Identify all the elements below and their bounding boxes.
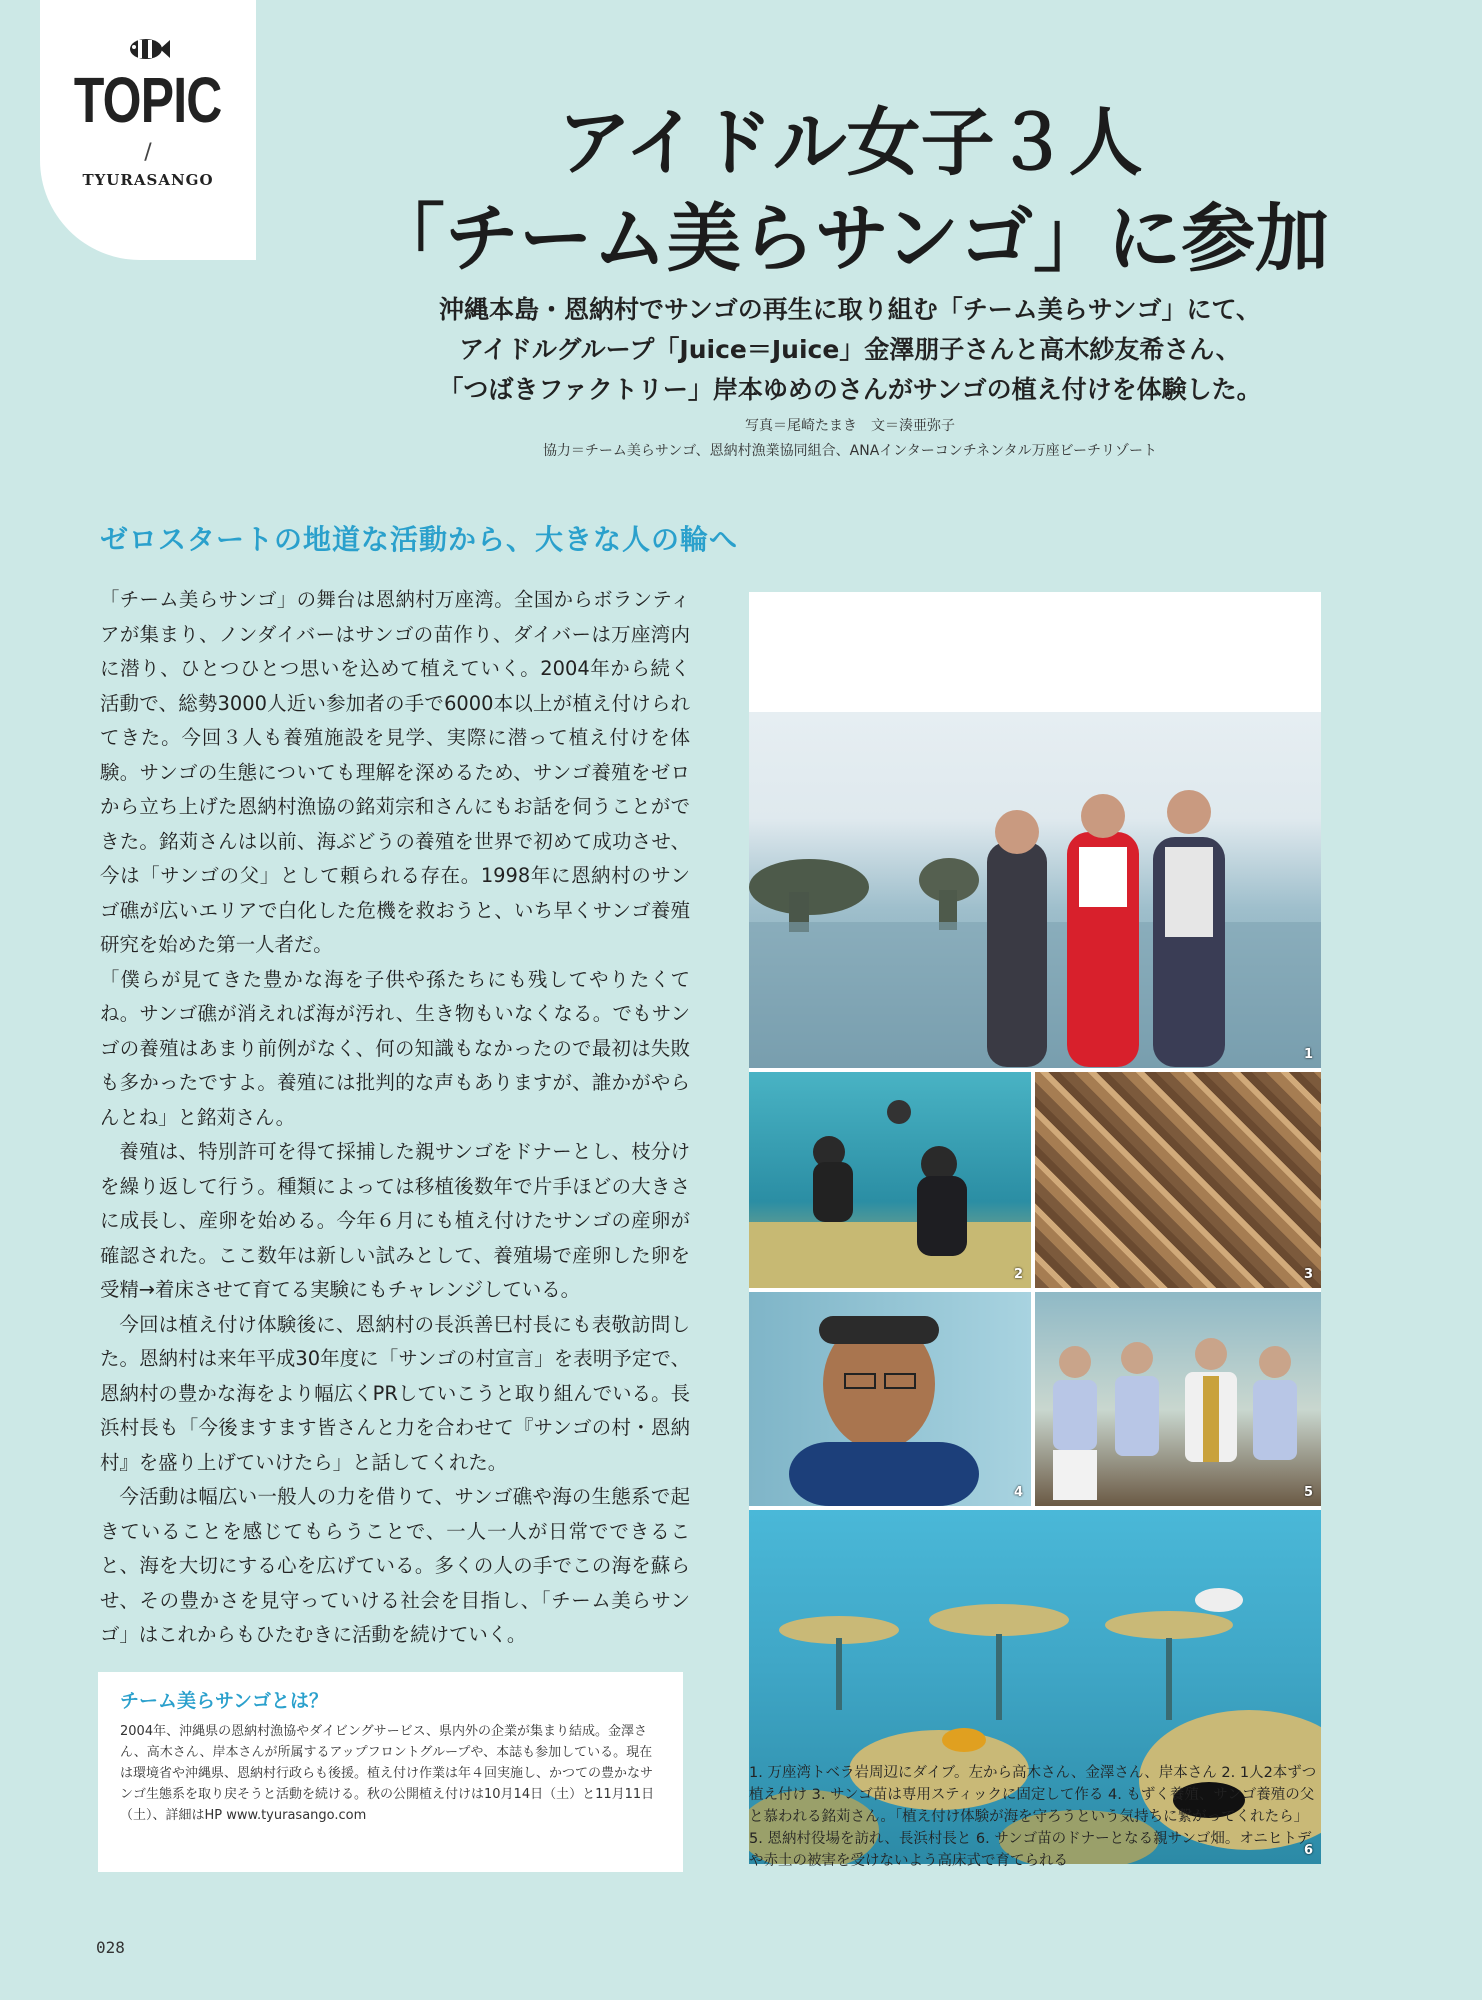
photo-underwater-divers — [749, 1072, 1031, 1288]
topic-tab — [40, 0, 256, 260]
lead-line: 「つばきファクトリー」岸本ゆめのさんがサンゴの植え付けを体験した。 — [438, 375, 1262, 404]
fish-icon — [124, 36, 172, 62]
body-paragraph: 「チーム美らサンゴ」の舞台は恩納村万座湾。全国からボランティアが集まり、ノンダイバーはサンゴの苗作り、ダイバーは万座湾内に潜り、ひとつひとつ思いを込めて植えていく。2004年から続く活動で、総勢3000人近い参加者の手で6000本以上が植え付けられてきた。今回３人も養殖施設を見学、実際に潜って植え付けを体験。サンゴの生態についても理解を深めるため、サンゴ養殖をゼロから立ち上げた恩納村漁協の銘苅宗和さんにもお話を伺うことができた。銘苅さんは以前、海ぶどうの養殖を世界で初めて成功させ、今は「サンゴの父」として頼られる存在。1998年に恩納村のサンゴ礁が広いエリアで白化した危機を救おうと、いち早くサンゴ養殖研究を始めた第一人者だ。 — [100, 588, 690, 956]
credits — [240, 414, 1460, 464]
title-line-1: アイドル女子３人 — [557, 100, 1143, 186]
title-line-2: 「チーム美らサンゴ」に参加 — [370, 196, 1330, 282]
lead-paragraph — [240, 290, 1460, 410]
lead-line: 沖縄本島・恩納村でサンゴの再生に取り組む「チーム美らサンゴ」にて、 — [438, 295, 1261, 324]
photo-2-illustration — [749, 1072, 1031, 1288]
photo-portrait-man — [749, 1292, 1031, 1506]
page-title — [260, 95, 1440, 287]
photo-4-illustration — [749, 1292, 1031, 1506]
topic-subtitle: TYURASANGO — [82, 171, 214, 189]
body-paragraph: 「僕らが見てきた豊かな海を子供や孫たちにも残してやりたくてね。サンゴ礁が消えれば海が汚れ、生き物もいなくなる。でもサンゴの養殖はあまり前例がなく、何の知識もなかったので最初は失敗も多かったですよ。養殖には批判的な声もありますが、誰かがやらんとね」と銘苅さん。 — [100, 967, 690, 1129]
body-paragraph: 今回は植え付け体験後に、恩納村の長浜善巳村長にも表敬訪問した。恩納村は来年平成30年度に「サンゴの村宣言」を表明予定で、恩納村の豊かな海をより幅広くPRしていこうと取り組んでいる。長浜村長も「今後ますます皆さんと力を合わせて『サンゴの村・恩納村』を盛り上げていけたら」と話してくれた。 — [100, 1312, 690, 1474]
photo-1-illustration — [749, 712, 1321, 1068]
section-heading: ゼロスタートの地道な活動から、大きな人の輪へ — [100, 523, 739, 556]
photo-caption: 1. 万座湾トベラ岩周辺にダイブ。左から高木さん、金澤さん、岸本さん 2. 1人2本ずつ植え付け 3. サンゴ苗は専用スティックに固定して作る 4. もずく養殖、サンゴ養殖の父と慕われる銘苅さん。「植え付け体験が海を守ろうという気持ちに繋がってくれたら」 5. 恩納村役場を訪れ、長浜村長と 6. サンゴ苗のドナーとなる親サンゴ畑。オニヒトデや赤土の被害を受けないよう高床式で育てられる — [749, 1765, 1317, 1869]
photo-5-illustration — [1035, 1292, 1321, 1506]
page-number: 028 — [96, 1938, 125, 1957]
credits-line-1: 写真＝尾崎たまき 文＝湊亜弥子 — [745, 418, 955, 434]
sidebar-text: 2004年、沖縄県の恩納村漁協やダイビングサービス、県内外の企業が集まり結成。金澤さん、高木さん、岸本さんが所属するアップフロントグループや、本誌も参加している。現在は環境省や沖縄県、恩納村行政らも後援。植え付け作業は年４回実施し、かつての豊かなサンゴ生態系を取り戻そうと活動を続ける。秋の公開植え付けは10月14日（土）と11月11日（土）、詳細はHP www.tyurasango.com — [120, 1724, 655, 1823]
photo-number: 5 — [1303, 1485, 1313, 1500]
photo-coral-seedlings — [1035, 1072, 1321, 1288]
lead-line: アイドルグループ「Juice＝Juice」金澤朋子さんと高木紗友希さん、 — [459, 335, 1241, 364]
body-paragraph: 養殖は、特別許可を得て採捕した親サンゴをドナーとし、枝分けを繰り返して行う。種類によっては移植後数年で片手ほどの大きさに成長し、産卵を始める。今年６月にも植え付けたサンゴの産卵が確認された。ここ数年は新しい試みとして、養殖場で産卵した卵を受精→着床させて育てる実験にもチャレンジしている。 — [100, 1140, 690, 1301]
article-body — [100, 583, 690, 1653]
photo-number: 6 — [1303, 1843, 1313, 1858]
topic-label: TOPIC — [74, 64, 222, 136]
body-paragraph: 今活動は幅広い一般人の力を借りて、サンゴ礁や海の生態系で起きていることを感じてもらうことで、一人一人が日常でできること、海を大切にする心を広げている。多くの人の手でこの海を蘇らせ、その豊かさを見守っていける社会を目指し、「チーム美らサンゴ」はこれからもひたむきに活動を続けていく。 — [100, 1485, 690, 1646]
sidebar-heading: チーム美らサンゴとは？ — [120, 1690, 329, 1712]
photo-number: 4 — [1013, 1485, 1023, 1500]
topic-slash: / — [144, 140, 152, 165]
photo-village-office — [1035, 1292, 1321, 1506]
photo-number: 1 — [1303, 1047, 1313, 1062]
credits-line-2: 協力＝チーム美らサンゴ、恩納村漁業協同組合、ANAインターコンチネンタル万座ビーチリゾート — [542, 443, 1158, 459]
photo-number: 3 — [1303, 1267, 1313, 1282]
photo-number: 2 — [1013, 1267, 1023, 1282]
sidebar-box — [98, 1672, 683, 1872]
photo-divers-on-shore — [749, 712, 1321, 1068]
